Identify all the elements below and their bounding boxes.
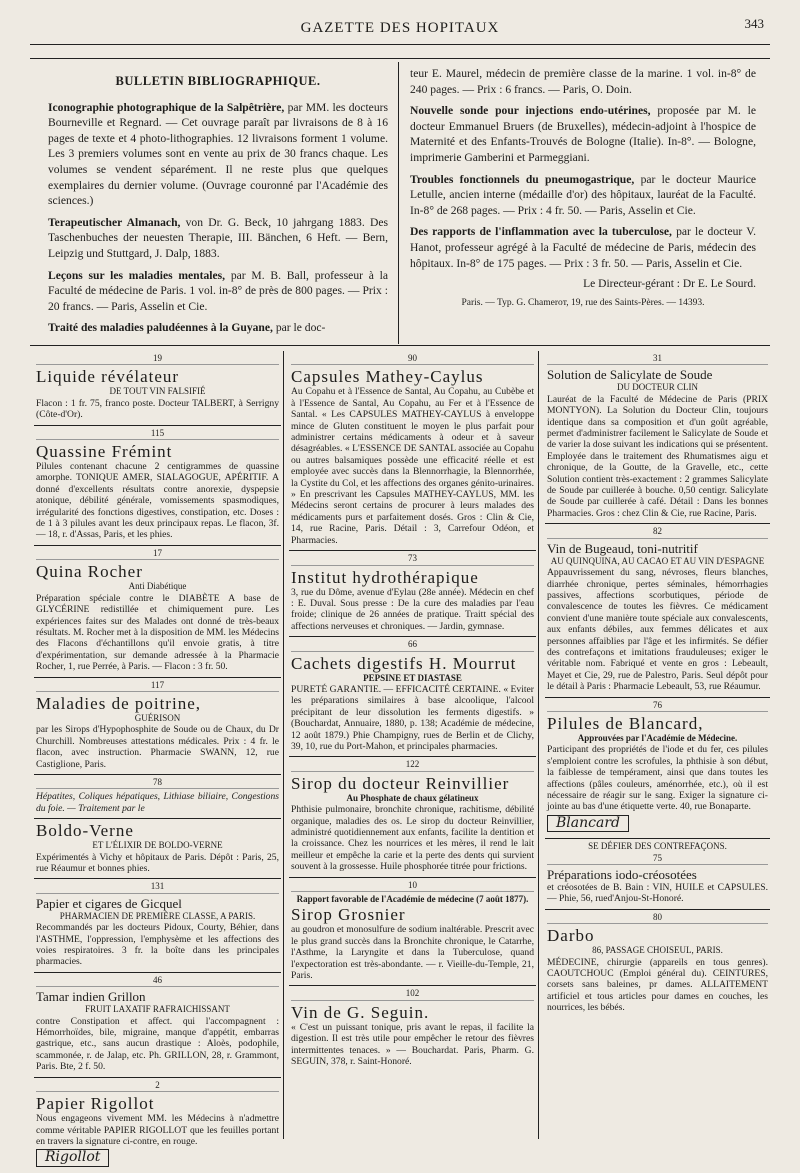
ad-block: 19 Liquide révélateur DE TOUT VIN FALSIFIÉ Flacon : 1 fr. 75, franco poste. Docteur TALBERT, à Serrigny (Côte-d'Or).	[34, 351, 281, 426]
bib-entry: teur E. Maurel, médecin de première classe de la marine. 1 vol. in-8° de 240 pages. — Prix : 6 francs. — Paris, O. Doin.	[410, 67, 756, 96]
ad-block: 17 Quina Rocher Anti Diabétique Préparation spéciale contre le DIABÈTE A base de GLYCÉRINE redistillée et chimiquement pure. Les expériences faites sur des Malades ont donné de très-beaux résultats. M. Rocher met à la disposition de MM. les Médecins des Flacons d'échantillons qu'il envoie gratis, à titre d'expérimentation, sur demande adressée à la Pharmacie Rocher, 1, rue Perrée, à Paris. — Flacon : 3 fr. 50.	[34, 546, 281, 678]
bib-entry: Terapeutischer Almanach, von Dr. G. Beck, 10 jahrgang 1883. Des Taschenbuches der neuesten Therapie, III. Bänchen, 6 Heft. — Bern, Leipzig und Stuttgard, J. Dalp, 1883.	[48, 215, 388, 260]
ad-block: 102 Vin de G. Seguin. « C'est un puissant tonique, pris avant le repas, il facilite la digestion. Il est très utile pour empêcher le retour des fièvres intermittentes tenaces. » — Bouchardat. Paris, Pharm. G. SEGUIN, 378, r. Saint-Honoré.	[291, 988, 534, 1068]
ad-block: SE DÉFIER DES CONTREFAÇONS. 75 Préparations iodo-créosotées et créosotées de B. Bain : VIN, HUILE et CAPSULES. — Phie, 56, rued'Anjou-St-Honoré.	[545, 839, 770, 910]
rigollot-signature: Rigollot	[36, 1149, 109, 1166]
bib-entry: Nouvelle sonde pour injections endo-utérines, proposée par M. le docteur Emmanuel Bruers (de Bruxelles), médecin-adjoint à l'hospice de Maternité et des Enfants-Trouvés de Bologne (Italie). In-8°. — Bologne, imprimerie Gamberini et Parmeggiani.	[410, 104, 756, 164]
bibliography-left-column	[48, 66, 388, 342]
ad-block: 66 Cachets digestifs H. Mourrut PEPSINE ET DIASTASE PURETÉ GARANTIE. — EFFICACITÉ CERTAINE. « Eviter les préparations similaires à base alcoolique, l'alcool précipitant de leur dissolution les ferments digestifs. » (Bouchardat, Annuaire, 1880, p. 138; Académie de médecine, 12 août 1879.) Phie Champigny, rues de Berlin et de Clichy, 39, 10, rue du Port-Mahon, et principales pharmacies.	[289, 637, 536, 757]
ad-block: 131 Papier et cigares de Gicquel PHARMACIEN DE PREMIÈRE CLASSE, A PARIS. Recommandés par les docteurs Pidoux, Courty, Béhier, dans l'ASTHME, l'oppression, l'emphysème et les affections des voies respiratoires. 3 fr. la boîte dans les principales pharmacies.	[34, 879, 281, 972]
column-divider	[398, 62, 399, 344]
ads-column-middle	[289, 351, 536, 1139]
director-signature-line: Le Directeur-gérant : Dr E. Le Sourd.	[583, 278, 756, 291]
blancard-signature: Blancard	[547, 815, 629, 832]
ad-block: 115 Quassine Frémint Pilules contenant chacune 2 centigrammes de quassine amorphe. TONIQUE AMER, SIALAGOGUE, APÉRITIF. A donné d'excellents résultats contre anorexie, dyspepsie atonique, débilité générale, vomissements spasmodiques, irrégularité des fonctions digestives, constipation, etc. Doses : de 1 à 3 pilules avant les deux principaux repas. Le flacon, 3f. — 18, r. d'Assas, Paris, et les phies.	[34, 426, 281, 546]
column-divider	[538, 351, 539, 1139]
ad-block: 31 Solution de Salicylate de Soude DU DOCTEUR CLIN Lauréat de la Faculté de Médecine de Paris (PRIX MONTYON). La Solution du Docteur Clin, toujours identique dans sa composition et d'un goût agréable, permet d'administrer facilement le Salicylate de Soude et de varier la dose suivant les indications qui se présentent. Employée dans le traitement des Rhumatismes aigu et chronique, de la Goutte, de la Gravelle, etc., cette Solution contient très-exactement : 2 grammes Salicylate de Soude par cuillerée à bouche. 0,50 centigr. Salicylate de Soude par cuillerée à café. Détail : Dans les bonnes Pharmacies. Gros : chez Clin & Cie, rue Racine, Paris.	[545, 351, 770, 524]
ad-block: 73 Institut hydrothérapique 3, rue du Dôme, avenue d'Eylau (28e année). Médecin en chef : E. Duval. Sous presse : De la cure des maladies par l'eau froide; clinique de 26 années de pratique. Traitt spécial des affections nerveuses et chroniques. — Jardin, gymnase.	[289, 551, 536, 637]
ad-block: 46 Tamar indien Grillon FRUIT LAXATIF RAFRAICHISSANT contre Constipation et affect. qui l'accompagnent : Hémorrhoïdes, bile, migraine, manque d'appétit, embarras gastrique, etc., sans aucun drastique : Aloès, podophile, scammonée, r. de Jalap, etc. Ph. GRILLON, 28, r. Grammont, Paris. Bte, 2 f. 50.	[34, 973, 281, 1078]
ad-block: 10 Rapport favorable de l'Académie de médecine (7 août 1877). Sirop Grosnier au goudron et monosulfure de sodium inaltérable. Prescrit avec le plus grand succès dans la Bronchite chronique, le Catarrhe, l'Asthme, la Laryngite et dans la Tuberculose, quand l'expectoration est très-abondante. — r. Vieille-du-Temple, 21, Paris.	[289, 878, 536, 987]
journal-title: GAZETTE DES HOPITAUX	[300, 20, 500, 36]
section-rule	[30, 345, 770, 346]
bibliography-right-column	[410, 66, 756, 311]
ad-block: 122 Sirop du docteur Reinvillier Au Phosphate de chaux gélatineux Phthisie pulmonaire, bronchite chronique, rachitisme, débilité organique, maladies des os. Le sirop du docteur Reinvillier, administré quotidiennement aux enfants, facilite la dentition et la croissance. Chez les nourrices et les mères, il rend le lait meilleur et empêche la carie et la perte des dents qui survient souvent à la grossesse. Huile phosphorée titrée pour frictions.	[289, 757, 536, 877]
column-divider	[283, 351, 284, 1139]
bib-entry: Leçons sur les maladies mentales, par M. B. Ball, professeur à la Faculté de médecine de Paris. 1 vol. in-8° de près de 800 pages. — Prix : 20 francs. — Paris, Asselin et Cie.	[48, 268, 389, 313]
printer-line: Paris. — Typ. G. Chameroт, 19, rue des Saints-Pères. — 14393.	[461, 297, 705, 308]
bib-entry: Traité des maladies paludéennes à la Guyane, par le doc-	[48, 321, 326, 335]
ad-block: 82 Vin de Bugeaud, toni-nutritif AU QUINQUINA, AU CACAO ET AU VIN D'ESPAGNE Appauvrissement du sang, névroses, fleurs blanches, diarrhée chronique, pertes séminales, hémorrhagies passives, affections scorbutiques, période de convalescence de toutes les fièvres. Ce médicament convient d'une manière toute spéciale aux convalescents, aux enfants débiles, aux femmes délicates et aux personnes affaiblies par l'âge et les infirmités. Se défier des contrefaçons et imitations frauduleuses; exiger le véritable nom. Fabriqué et vente en gros : Lebeault, Mayet et Cie, 29, rue de Palestro, Paris. Seul dépôt pour le détail à Paris : Pharmacie Lebeault, 53, rue Réaumur.	[545, 524, 770, 697]
ad-block: Boldo-Verne ET L'ÉLIXIR DE BOLDO-VERNE Expérimentés à Vichy et hôpitaux de Paris. Dépôt : Paris, 25, rue Réaumur et bonnes phies.	[34, 819, 281, 879]
ad-block: 78 Hépatites, Coliques hépatiques, Lithiase biliaire, Congestions du foie. — Traitement par le	[34, 775, 281, 819]
bib-entry: Des rapports de l'inflammation avec la tuberculose, par le docteur V. Hanot, professeur agrégé à la Faculté de médecine de Paris, médecin des hôpitaux. In-8° de 175 pages. — Prix : 3 fr. 50. — Paris, Asselin et Cie.	[410, 225, 756, 270]
page-header	[30, 14, 770, 45]
ad-block: 80 Darbo 86, PASSAGE CHOISEUL, PARIS. MÉDECINE, chirurgie (appareils en tous genres). CAOUTCHOUC (Emploi général du). CEINTURES, corsets sans baleines, pr dames. ALLAITEMENT artificiel et tous articles pour dames en couches, les nourrices, les bébés.	[547, 911, 768, 1014]
bib-entry: Troubles fonctionnels du pneumogastrique, par le docteur Maurice Letulle, ancien interne (médaille d'or) des hôpitaux, lauréat de la Faculté. In-8° de 268 pages. — Prix : 4 fr. 50. — Paris, Asselin et Cie.	[410, 172, 756, 217]
page-number: 343	[744, 16, 764, 31]
header-rule	[30, 58, 770, 59]
bib-entry: Iconographie photographique de la Salpêtrière, par MM. les docteurs Bourneville et Regnard. — Cet ouvrage paraît par livraisons de 8 à 16 pages de texte et 4 photo-lithographies. 12 livraisons forment 1 volume. Les 3 premiers volumes sont en vente au prix de 30 francs chaque. Les volumes se vendent séparément. Il ne reste plus que quelques exemplaires du dernier volume. (Ouvrage couronné par l'Académie des sciences.)	[48, 100, 389, 208]
ad-block: 2 Papier Rigollot Nous engageons vivement MM. les Médecins à n'admettre comme véritable PAPIER RIGOLLOT que les feuilles portant en travers la signature ci-contre, en rouge. Rigollot	[36, 1079, 279, 1166]
ad-block: 76 Pilules de Blancard, Approuvées par l'Académie de Médecine. Participant des propriétés de l'iode et du fer, ces pilules s'emploient contre les scrofules, la phthisie à son début, la faiblesse de tempérament, ainsi que dans toutes les affections (pâles couleurs, aménorrhée, etc.), où il est nécessaire de réagir sur le sang. Exiger la signature ci-jointe au bas d'une étiquette verte. 40, rue Bonaparte. Blancard	[545, 698, 770, 840]
ad-block: 90 Capsules Mathey-Caylus Au Copahu et à l'Essence de Santal, Au Copahu, au Cubèbe et à l'Essence de Santal, Au Copahu, au Fer et à l'Essence de Santal. « Les CAPSULES MATHEY-CAYLUS à enveloppe mince de Gluten constituent le moyen le plus parfait pour administrer certains médicaments à odeur et à saveur désagréables. « L'ESSENCE DE SANTAL associée au Copahu ou autres balsamiques possède une efficacité réelle et est employée avec succès dans la Blennorrhagie, la Blennorrhée, la Cystite du Col, et les affections des organes génito-urinaires. » En prescrivant les Capsules MATHEY-CAYLUS, MM. les Médecins seront certains de procurer à leurs malades des médicaments purs et parfaitement dosés. Gros : Clin & Cie, 14, rue Racine, Paris. Détail : 3, Carrefour Odéon, et Pharmacies.	[289, 351, 536, 551]
ads-column-right	[545, 351, 770, 1139]
ads-column-left	[34, 351, 281, 1166]
ad-block: 117 Maladies de poitrine, GUÉRISON par les Sirops d'Hypophosphite de Soude ou de Chaux, du Dr Churchill. Nombreuses attestations médicales. Prix : 4 fr. le flacon, avec instruction. Pharmacie SWANN, 12, rue Castiglione, Paris.	[34, 678, 281, 775]
bibliography-heading: BULLETIN BIBLIOGRAPHIQUE.	[115, 74, 321, 88]
